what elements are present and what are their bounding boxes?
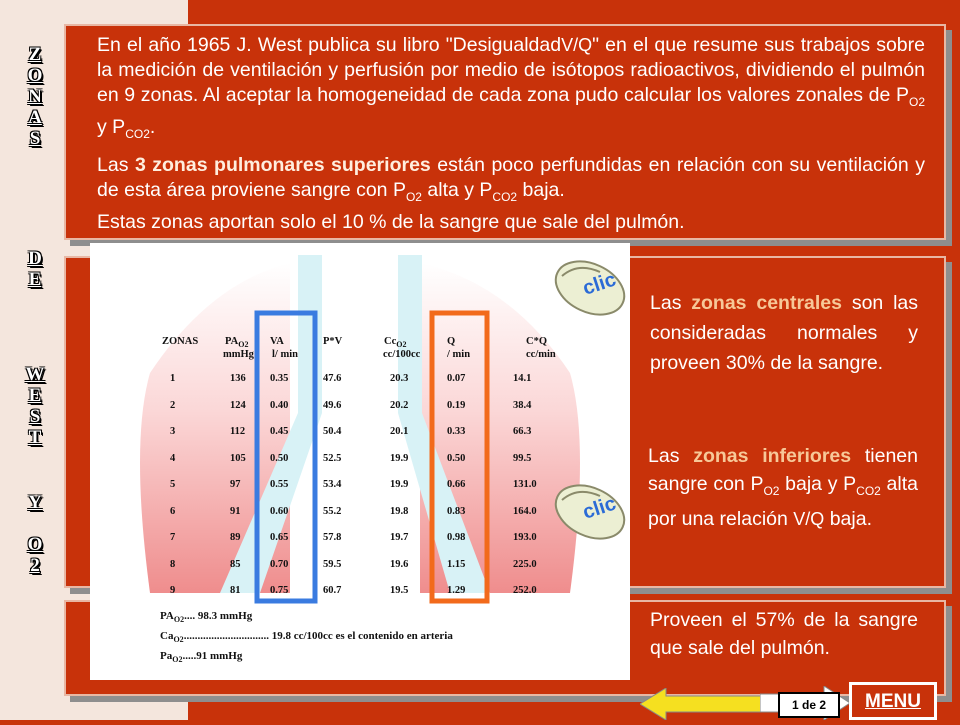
table-cell: 59.5 [323,558,342,570]
table-cell: 0.50 [270,452,289,464]
table-cell: 0.07 [447,373,466,384]
table-cell: 99.5 [513,452,532,464]
table-cell: 19.6 [390,558,409,570]
table-cell: 164.0 [513,505,537,517]
table-cell: 19.5 [390,585,409,596]
table-cell: 19.7 [390,532,409,543]
table-cell: 20.1 [390,426,409,437]
table-cell: 47.6 [323,373,342,384]
inferior-zones-highlight: zonas inferiores [693,445,852,467]
table-cell: 57.8 [323,532,342,543]
table-cell: 1.15 [447,558,466,570]
table-cell: 52.5 [323,452,342,464]
table-cell: 91 [230,505,241,517]
table-cell: 5 [170,479,176,490]
central-zones-highlight: zonas centrales [691,292,842,314]
table-cell: 131.0 [513,479,537,490]
table-cell: 49.6 [323,399,342,411]
header-cq: C*Q [526,336,547,347]
table-cell: 55.2 [323,505,342,517]
table-cell: 136 [230,373,246,384]
mouse-icon [548,478,628,542]
unit-per-min: / min [447,349,471,360]
intro-text: En el año 1965 J. West publica su libro "DesigualdadV/Q" en el que resume sus trabajos sobre la medición de ventilación y perfusión por medio de isótopos radioactivos, dividiendo el pulmón en 9 zonas. Al aceptar la homogeneidad de cada zona pudo calcular los valores zonales de $P_{O2}$ y $P_{CO2}$. [97,34,925,141]
table-cell: 4 [170,452,176,464]
header-cco2: $Cc_{O2}$ [384,336,407,350]
page-indicator: 1 de 2 [778,692,840,718]
superior-zones-highlight: 3 zonas pulmonares superiores [134,154,431,176]
table-cell: 97 [230,479,241,490]
provision-text: Proveen el 57% de la sangre que sale del pulmón. [650,609,918,659]
sidebar-title-o2: O 2 [27,534,43,576]
central-zones-text: Las zonas centrales son las consideradas normales y proveen 30% de la sangre. [650,292,919,374]
table-cell: 66.3 [513,426,532,437]
svg-text:clic: clic [580,268,619,300]
table-cell: 0.75 [270,585,289,596]
table-cell: 19.9 [390,452,409,464]
table-cell: 0.55 [270,479,289,490]
table-cell: 19.8 [390,505,409,517]
table-cell: 0.45 [270,426,289,437]
unit-mmhg: mmHg [223,349,254,360]
header-zonas: ZONAS [162,336,199,347]
table-cell: 20.2 [390,399,409,411]
table-cell: 105 [230,452,246,464]
table-cell: 1 [170,373,176,384]
table-cell: 7 [170,532,176,543]
table-cell: 20.3 [390,373,409,384]
table-cell: 0.65 [270,532,289,543]
table-cell: 89 [230,532,241,543]
unit-l-min: l/ min [272,349,298,360]
unit-cc-min: cc/min [526,349,556,360]
table-cell: 14.1 [513,373,532,384]
header-q: Q [447,336,456,347]
table-cell: 50.4 [323,426,342,437]
table-cell: 0.66 [447,479,466,490]
table-cell: 0.50 [447,452,466,464]
header-pao2: $PA_{O2}$ [225,336,249,350]
table-cell: 53.4 [323,479,342,490]
header-pv: P*V [323,336,343,347]
table-cell: 81 [230,585,241,596]
left-arrow-icon [640,688,775,720]
table-cell: 19.9 [390,479,409,490]
vq-ratio-inferior: V/Q [793,508,825,529]
table-cell: 1.29 [447,585,466,596]
previous-arrow-button[interactable] [640,688,775,720]
table-cell: 0.19 [447,399,466,411]
header-va: VA [270,336,284,347]
table-cell: 60.7 [323,585,342,596]
table-cell: 9 [170,585,176,596]
table-cell: 252.0 [513,585,537,596]
table-cell: 0.40 [270,399,289,411]
sidebar-title-zonas: Z O N A S [27,44,43,149]
footnote-pao2-arterial: $Pa_{O2}.....91$ mmHg [160,650,243,665]
table-cell: 0.60 [270,505,289,517]
sidebar-title-west: W E S T [25,364,45,448]
table-cell: 0.98 [447,532,466,543]
table-cell: 6 [170,505,176,517]
table-cell: 0.70 [270,558,289,570]
table-cell: 124 [230,399,246,411]
footnote-pao2: $PA_{O2}$.... 98.3 mmHg [160,610,253,625]
table-cell: 38.4 [513,399,532,411]
superior-zones-text: Las 3 zonas pulmonares superiores están poco perfundidas en relación con su ventilación y de esta área proviene sangre con $P_{O2}$ alta y $P_{CO2}$ baja. Estas zonas aportan solo el 10 % de la sangre que sale del pulmón. [97,154,925,233]
sidebar-title-de: D E [28,248,42,290]
table-cell: 112 [230,426,246,437]
table-cell: 3 [170,426,176,437]
table-cell: 193.0 [513,532,537,543]
svg-text:clic: clic [580,492,619,524]
mouse-icon [548,254,628,318]
footnote-cao2: $Ca_{O2}$............................... 19.8 cc/100cc es el contenido en arteria [160,630,453,645]
table-cell: 0.35 [270,373,289,384]
inferior-zones-text: Las zonas inferiores tienen sangre con $P_{O2}$ baja y $P_{CO2}$ alta por una relación V/Q baja. [648,445,918,530]
clic-mouse-button-bottom[interactable] [548,478,628,542]
table-cell: 0.33 [447,426,466,437]
menu-button[interactable]: MENU [849,682,937,720]
table-cell: 85 [230,558,241,570]
table-cell: 8 [170,558,176,570]
table-cell: 2 [170,399,176,411]
table-cell: 0.83 [447,505,466,517]
vq-ratio: V/Q [561,35,593,55]
clic-mouse-button-top[interactable] [548,254,628,318]
sidebar-title-y: Y [28,492,42,513]
unit-cc100cc: cc/100cc [383,349,421,360]
table-cell: 225.0 [513,558,537,570]
